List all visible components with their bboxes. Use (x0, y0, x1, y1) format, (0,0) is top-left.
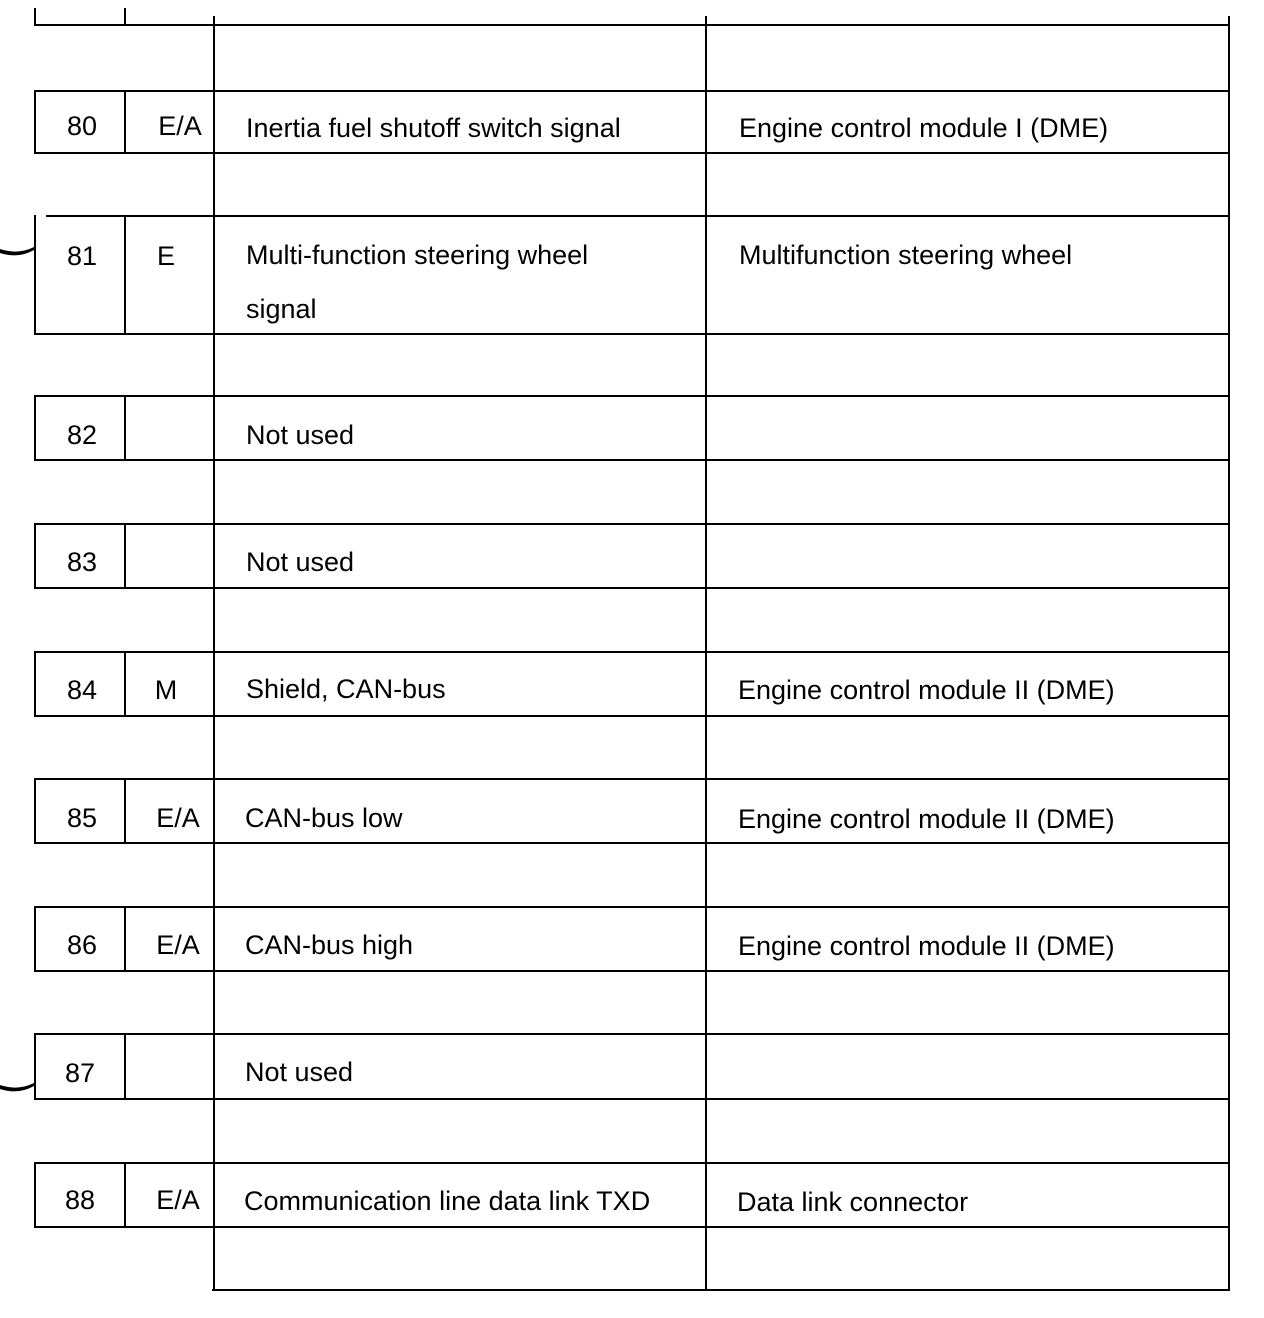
connection-target: Engine control module I (DME) (739, 113, 1109, 143)
column-rule (124, 8, 126, 25)
signal-description: Shield, CAN-bus (246, 674, 446, 704)
pin-number: 83 (66, 547, 98, 577)
signal-description: CAN-bus high (245, 930, 414, 960)
signal-direction: E/A (156, 930, 200, 960)
column-rule (124, 1162, 126, 1228)
signal-direction: E/A (158, 111, 202, 141)
column-rule (1228, 16, 1230, 1291)
table-rule (46, 215, 1230, 217)
pin-number: 85 (66, 803, 98, 833)
column-rule (34, 395, 36, 461)
signal-description: Not used (246, 420, 355, 450)
pin-number: 84 (66, 675, 98, 705)
signal-description: CAN-bus low (245, 803, 403, 833)
table-rule (212, 1289, 1230, 1291)
column-rule (34, 651, 36, 717)
connection-target: Engine control module II (DME) (738, 931, 1115, 961)
column-rule (34, 215, 36, 335)
signal-description: Inertia fuel shutoff switch signal (246, 113, 621, 143)
column-rule (124, 1033, 126, 1100)
connection-target: Multifunction steering wheel (739, 240, 1073, 270)
pin-number: 86 (66, 930, 98, 960)
signal-direction: E (156, 241, 175, 271)
signal-description: Not used (246, 547, 355, 577)
signal-description: Not used (245, 1057, 354, 1087)
signal-direction: M (154, 675, 178, 705)
pin-number: 82 (66, 420, 98, 450)
column-rule (34, 523, 36, 589)
signal-description: Communication line data link TXD (244, 1186, 651, 1216)
connection-target: Engine control module II (DME) (738, 804, 1115, 834)
connection-target: Engine control module II (DME) (738, 675, 1115, 705)
pin-number: 88 (64, 1185, 96, 1215)
pin-number: 87 (64, 1058, 96, 1088)
pin-number: 81 (66, 241, 98, 271)
signal-description: Multi-function steering wheel signal (246, 240, 589, 324)
connection-target: Data link connector (737, 1187, 969, 1217)
column-rule (213, 16, 215, 1291)
column-rule (34, 906, 36, 972)
revision-mark-icon (0, 1082, 34, 1096)
column-rule (705, 16, 707, 1291)
signal-direction: E/A (156, 803, 200, 833)
signal-direction: E/A (156, 1185, 200, 1215)
revision-mark-icon (0, 246, 34, 260)
pin-number: 80 (66, 111, 98, 141)
column-rule (34, 8, 36, 25)
column-rule (34, 90, 36, 154)
column-rule (34, 778, 36, 844)
